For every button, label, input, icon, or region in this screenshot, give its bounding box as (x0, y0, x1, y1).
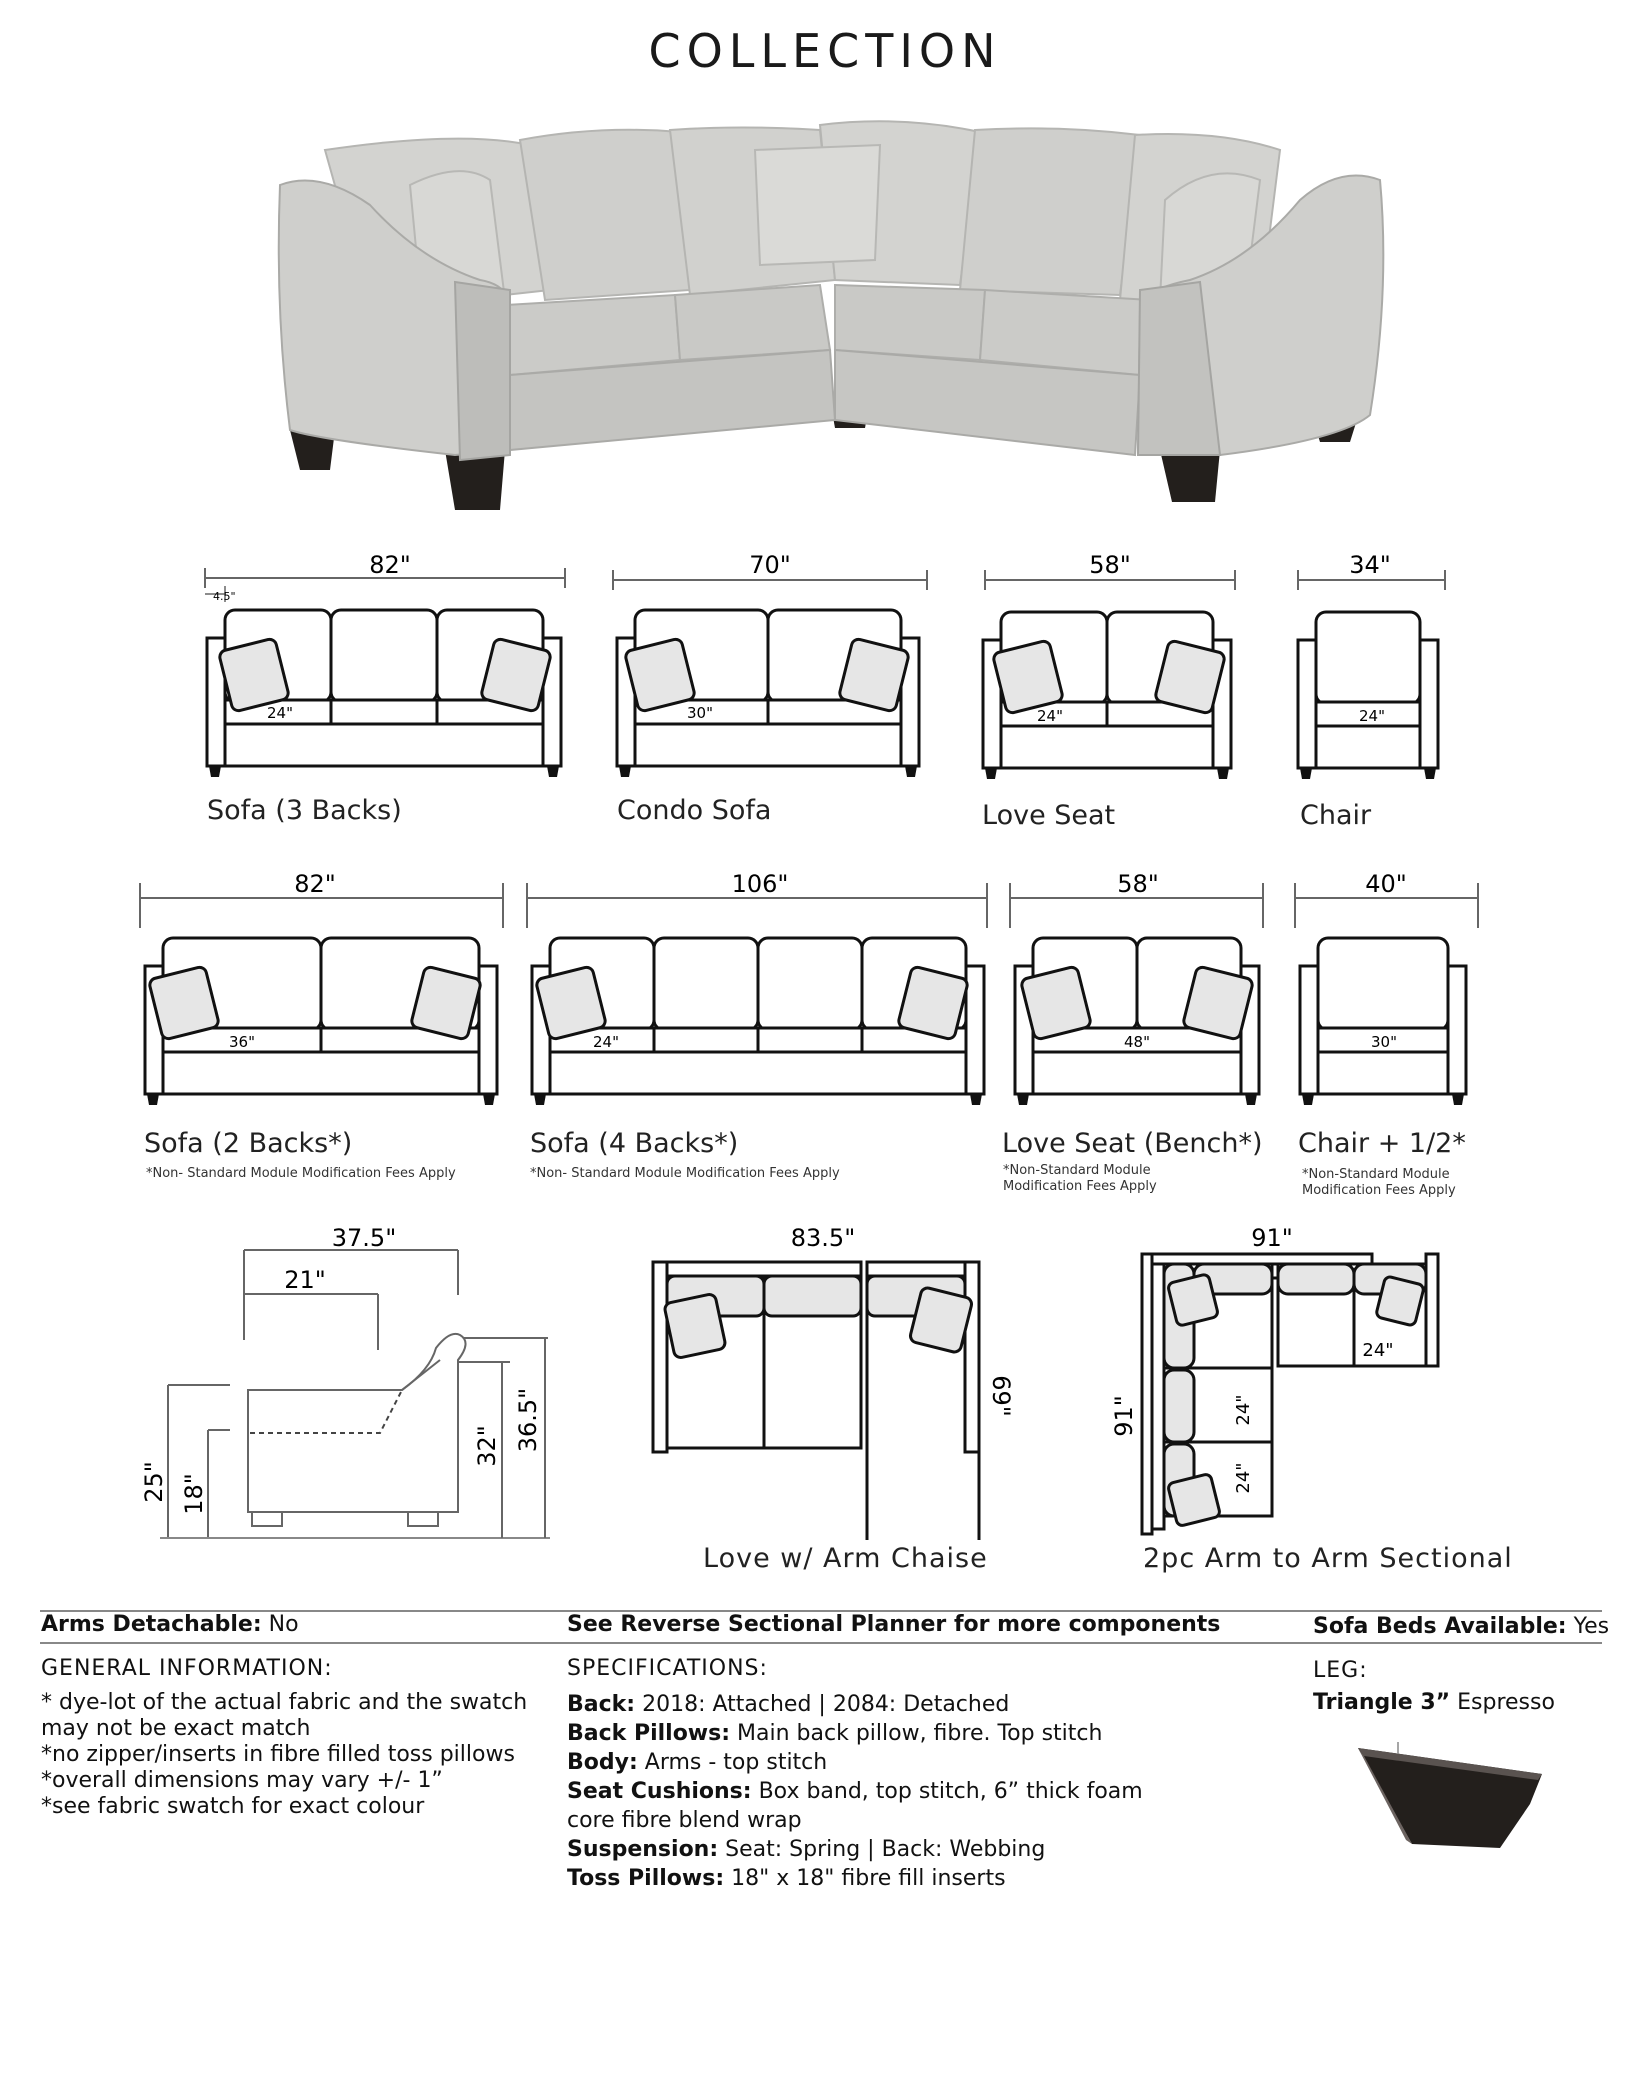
arm-to-arm-sectional-diagram (1110, 1220, 1450, 1540)
sofa-4-width: 106" (731, 870, 789, 898)
sectional-seat-c: 24" (1233, 1462, 1254, 1494)
sectional-label: 2pc Arm to Arm Sectional (1143, 1543, 1513, 1574)
chair-half-width: 40" (1365, 870, 1407, 898)
general-list (41, 1688, 527, 1821)
sofa-3-backs-diagram (195, 550, 575, 790)
profile-back-h: 32" (473, 1425, 501, 1467)
arms-detachable (41, 1612, 299, 1637)
love-seat-label: Love Seat (982, 800, 1116, 831)
leg-spec (1313, 1690, 1555, 1715)
general-line: * dye-lot of the actual fabric and the swatch (41, 1690, 528, 1715)
general-line: *see fabric swatch for exact colour (41, 1794, 425, 1819)
condo-seat: 30" (687, 704, 713, 722)
condo-width: 70" (749, 551, 791, 579)
specs-heading: SPECIFICATIONS: (567, 1656, 768, 1681)
sectional-depth: 91" (1110, 1395, 1138, 1437)
profile-arm-h: 25" (140, 1461, 168, 1503)
leg-finish: Espresso (1457, 1690, 1555, 1715)
rule-bottom (40, 1642, 1602, 1644)
planner-note: See Reverse Sectional Planner for more components (567, 1612, 1221, 1637)
love-seat-bench-label: Love Seat (Bench*) (1002, 1128, 1263, 1159)
sofa-3-arm: 4.5" (213, 590, 236, 603)
sofa-3-seat: 24" (267, 704, 293, 722)
chair-half-seat: 30" (1371, 1033, 1397, 1051)
condo-sofa-diagram (605, 550, 935, 790)
sofa-4-fee-note: *Non- Standard Module Modification Fees Apply (530, 1166, 840, 1181)
bench-fee-note-1: *Non-Standard Module (1003, 1163, 1151, 1178)
chair-diagram (1290, 550, 1460, 790)
chair-half-fee-note-2: Modification Fees Apply (1302, 1183, 1456, 1198)
sofa-4-backs-diagram (522, 868, 997, 1113)
sofa-2-label: Sofa (2 Backs*) (144, 1128, 353, 1159)
chaise-label: Love w/ Arm Chaise (703, 1543, 988, 1574)
profile-total-h: 36.5" (514, 1387, 542, 1453)
sofa-4-label: Sofa (4 Backs*) (530, 1128, 739, 1159)
sofa-2-width: 82" (294, 870, 336, 898)
profile-seat-depth: 21" (284, 1266, 326, 1294)
chair-half-fee-note-1: *Non-Standard Module (1302, 1167, 1450, 1182)
sofa-2-seat: 36" (229, 1033, 255, 1051)
spec-item: Seat Cushions: Box band, top stitch, 6” thick foam (567, 1779, 1143, 1804)
sectional-seat-a: 24" (1362, 1340, 1394, 1361)
love-seat-bench-diagram (1005, 868, 1275, 1113)
beds-label: Sofa Beds Available: (1313, 1614, 1567, 1639)
chair-half-label: Chair + 1/2* (1298, 1128, 1466, 1159)
chair-width: 34" (1349, 551, 1391, 579)
leg-type: Triangle 3” (1313, 1690, 1451, 1715)
spec-item: Body: Arms - top stitch (567, 1750, 828, 1775)
profile-seat-h: 18" (180, 1473, 208, 1515)
specs-list (567, 1690, 1143, 1893)
spec-item: Suspension: Seat: Spring | Back: Webbing (567, 1837, 1046, 1862)
chair-half-diagram (1290, 868, 1490, 1113)
bench-seat: 48" (1124, 1033, 1150, 1051)
spec-item: core fibre blend wrap (567, 1808, 802, 1833)
chair-seat: 24" (1359, 707, 1385, 725)
spec-item: Toss Pillows: 18" x 18" fibre fill inserts (567, 1866, 1006, 1891)
sofa-3-width: 82" (369, 551, 411, 579)
chair-label: Chair (1300, 800, 1372, 831)
sofa-2-fee-note: *Non- Standard Module Modification Fees Apply (146, 1166, 456, 1181)
love-seat-diagram (975, 550, 1245, 790)
collection-title: COLLECTION (648, 24, 1002, 78)
bench-fee-note-2: Modification Fees Apply (1003, 1179, 1157, 1194)
sectional-sofa-photo (260, 110, 1390, 520)
leg-heading: LEG: (1313, 1658, 1368, 1683)
love-arm-chaise-diagram (645, 1220, 1015, 1540)
profile-depth: 37.5" (331, 1224, 397, 1252)
condo-sofa-label: Condo Sofa (617, 795, 772, 826)
love-seat-seat: 24" (1037, 707, 1063, 725)
sofa-4-seat: 24" (593, 1033, 619, 1051)
side-profile-diagram (140, 1220, 560, 1550)
sectional-seat-b: 24" (1233, 1394, 1254, 1426)
arms-label: Arms Detachable: (41, 1612, 262, 1637)
general-heading: GENERAL INFORMATION: (41, 1656, 333, 1681)
sofa-beds (1313, 1614, 1609, 1639)
general-line: *no zipper/inserts in fibre filled toss pillows (41, 1742, 515, 1767)
chaise-width: 83.5" (790, 1224, 856, 1252)
bench-width: 58" (1117, 870, 1159, 898)
chaise-depth: 69" (987, 1375, 1015, 1417)
sofa-2-backs-diagram (135, 868, 515, 1113)
sectional-width: 91" (1251, 1224, 1293, 1252)
spec-item: Back Pillows: Main back pillow, fibre. Top stitch (567, 1721, 1103, 1746)
leg-photo (1350, 1740, 1555, 1855)
love-seat-width: 58" (1089, 551, 1131, 579)
arms-value: No (268, 1612, 299, 1637)
general-line: *overall dimensions may vary +/- 1” (41, 1768, 443, 1793)
sofa-3-label: Sofa (3 Backs) (207, 795, 402, 826)
beds-value: Yes (1573, 1614, 1610, 1639)
spec-item: Back: 2018: Attached | 2084: Detached (567, 1692, 1010, 1717)
general-line: may not be exact match (41, 1716, 311, 1741)
